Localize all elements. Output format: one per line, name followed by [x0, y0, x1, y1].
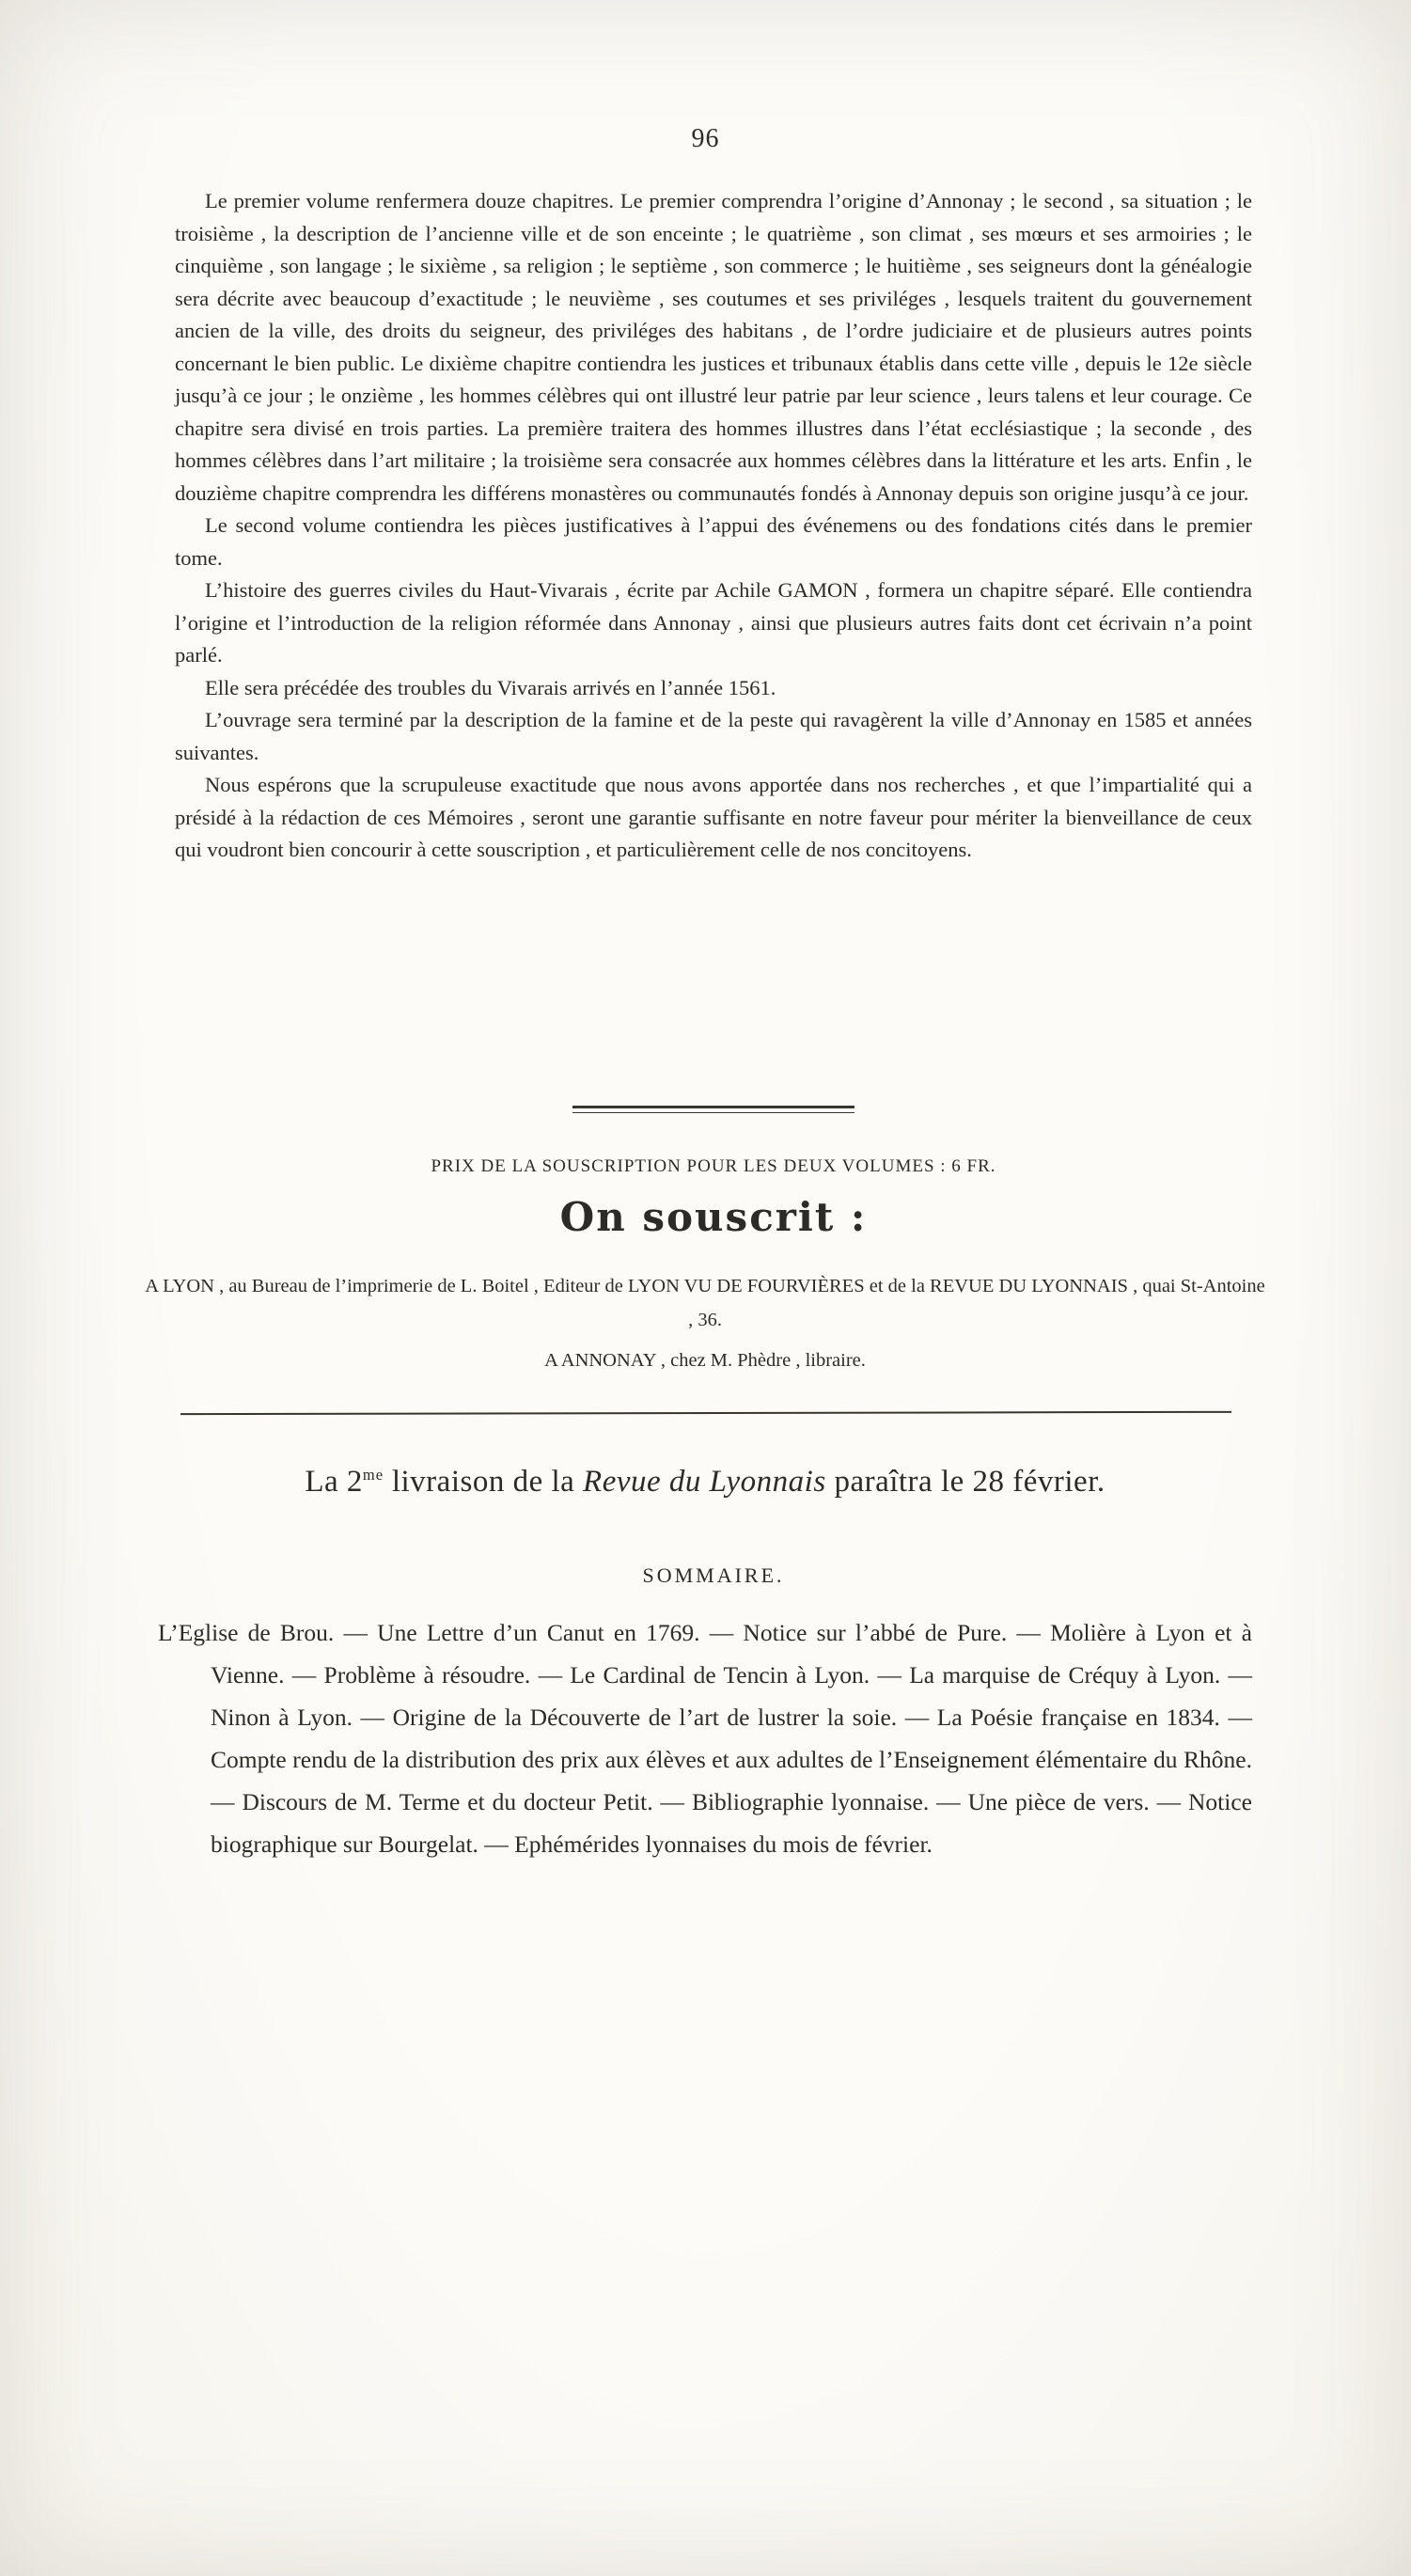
- announcement-text-start: La 2: [305, 1465, 363, 1499]
- journal-title: Revue du Lyonnais: [583, 1465, 826, 1499]
- body-text: [175, 185, 1252, 867]
- subscription-price-line: PRIX DE LA SOUSCRIPTION POUR LES DEUX VOLUMES : 6 FR.: [431, 1156, 996, 1176]
- sommaire-title: SOMMAIRE.: [642, 1563, 785, 1587]
- announcement-superscript: me: [362, 1466, 384, 1484]
- paragraph-troubles-vivarais: Elle sera précédée des troubles du Vivarais arrivés en l’année 1561.: [205, 675, 776, 699]
- section-divider-double-rule: [572, 1106, 854, 1113]
- paragraph-famine-peste: L’ouvrage sera terminé par la description de la famine et de la peste qui ravagèrent la ville d’Annonay en 1585 et années suivantes.: [175, 708, 1252, 764]
- paragraph-chapters: Le premier volume renfermera douze chapitres. Le premier comprendra l’origine d’Annonay ; le second , sa situation ; le troisième , la description de l’ancienne ville et de son enceinte ; le quatrième , son climat , ses mœurs et ses armoiries ; le cinquième , son langage ; le sixième , sa religion ; le septième , son commerce ; le huitième , ses seigneurs dont la généalogie sera décrite avec beaucoup d’exactitude ; le neuvième , ses coutumes et ses priviléges , lesquels traitent du gouvernement ancien de la ville, des droits du seigneur, des priviléges des habitans , de l’ordre judiciaire et de plusieurs autres points concernant le bien public. Le dixième chapitre contiendra les justices et tribunaux établis dans cette ville , depuis le 12e siècle jusqu’à ce jour ; le onzième , les hommes célèbres qui ont illustré leur patrie par leur science , leurs talens et leur courage. Ce chapitre sera divisé en trois parties. La première traitera des hommes illustres dans l’état ecclésiastique ; la seconde , des hommes célèbres dans l’art militaire ; la troisième sera consacrée aux hommes célèbres dans la littérature et les arts. Enfin , le douzième chapitre comprendra les différens monastères ou communautés fondés à Annonay depuis son origine jusqu’à ce jour.: [175, 189, 1252, 505]
- sommaire-contents: L’Eglise de Brou. — Une Lettre d’un Canut en 1769. — Notice sur l’abbé de Pure. — Molière à Lyon et à Vienne. — Problème à résoudre. — Le Cardinal de Tencin à Lyon. — La marquise de Créquy à Lyon. — Ninon à Lyon. — Origine de la Découverte de l’art de lustrer la soie. — La Poésie française en 1834. — Compte rendu de la distribution des prix aux élèves et aux adultes de l’Enseignement élémentaire du Rhône. — Discours de M. Terme et du docteur Petit. — Bibliographie lyonnaise. — Une pièce de vers. — Notice biographique sur Bourgelat. — Ephémérides lyonnaises du mois de février.: [158, 1619, 1252, 1858]
- divider-thick-line: [572, 1106, 854, 1108]
- paragraph-guerres-civiles: L’histoire des guerres civiles du Haut-Vivarais , écrite par Achile GAMON , formera un chapitre séparé. Elle contiendra l’origine et l’introduction de la religion réformée dans Annonay , ainsi que plusieurs autres faits dont cet écrivain n’a point parlé.: [175, 578, 1252, 667]
- announcement-line: [132, 1465, 1278, 1500]
- address-lyon: A LYON , au Bureau de l’imprimerie de L. Boitel , Editeur de LYON VU DE FOURVIÈRES et de la REVUE DU LYONNAIS , quai St-Antoine , 36.: [145, 1276, 1265, 1330]
- subscription-heading: On souscrit :: [559, 1194, 868, 1240]
- horizontal-rule: [180, 1411, 1231, 1415]
- paragraph-second-volume: Le second volume contiendra les pièces justificatives à l’appui des événemens ou des fondations cités dans le premier tome.: [175, 513, 1252, 570]
- paragraph-conclusion: Nous espérons que la scrupuleuse exactitude que nous avons apportée dans nos recherches , et que l’impartialité qui a présidé à la rédaction de ces Mémoires , seront une garantie suffisante en notre faveur pour mériter la bienveillance de ceux qui voudront bien concourir à cette souscription , et particulièrement celle de nos concitoyens.: [175, 773, 1252, 861]
- announcement-text-middle: livraison de la: [384, 1465, 584, 1499]
- subscription-addresses: [141, 1269, 1269, 1377]
- announcement-text-end: paraîtra le 28 février.: [825, 1465, 1105, 1499]
- divider-thin-line: [572, 1112, 854, 1113]
- page-number: 96: [691, 124, 720, 153]
- address-annonay: A ANNONAY , chez M. Phèdre , libraire.: [544, 1350, 866, 1371]
